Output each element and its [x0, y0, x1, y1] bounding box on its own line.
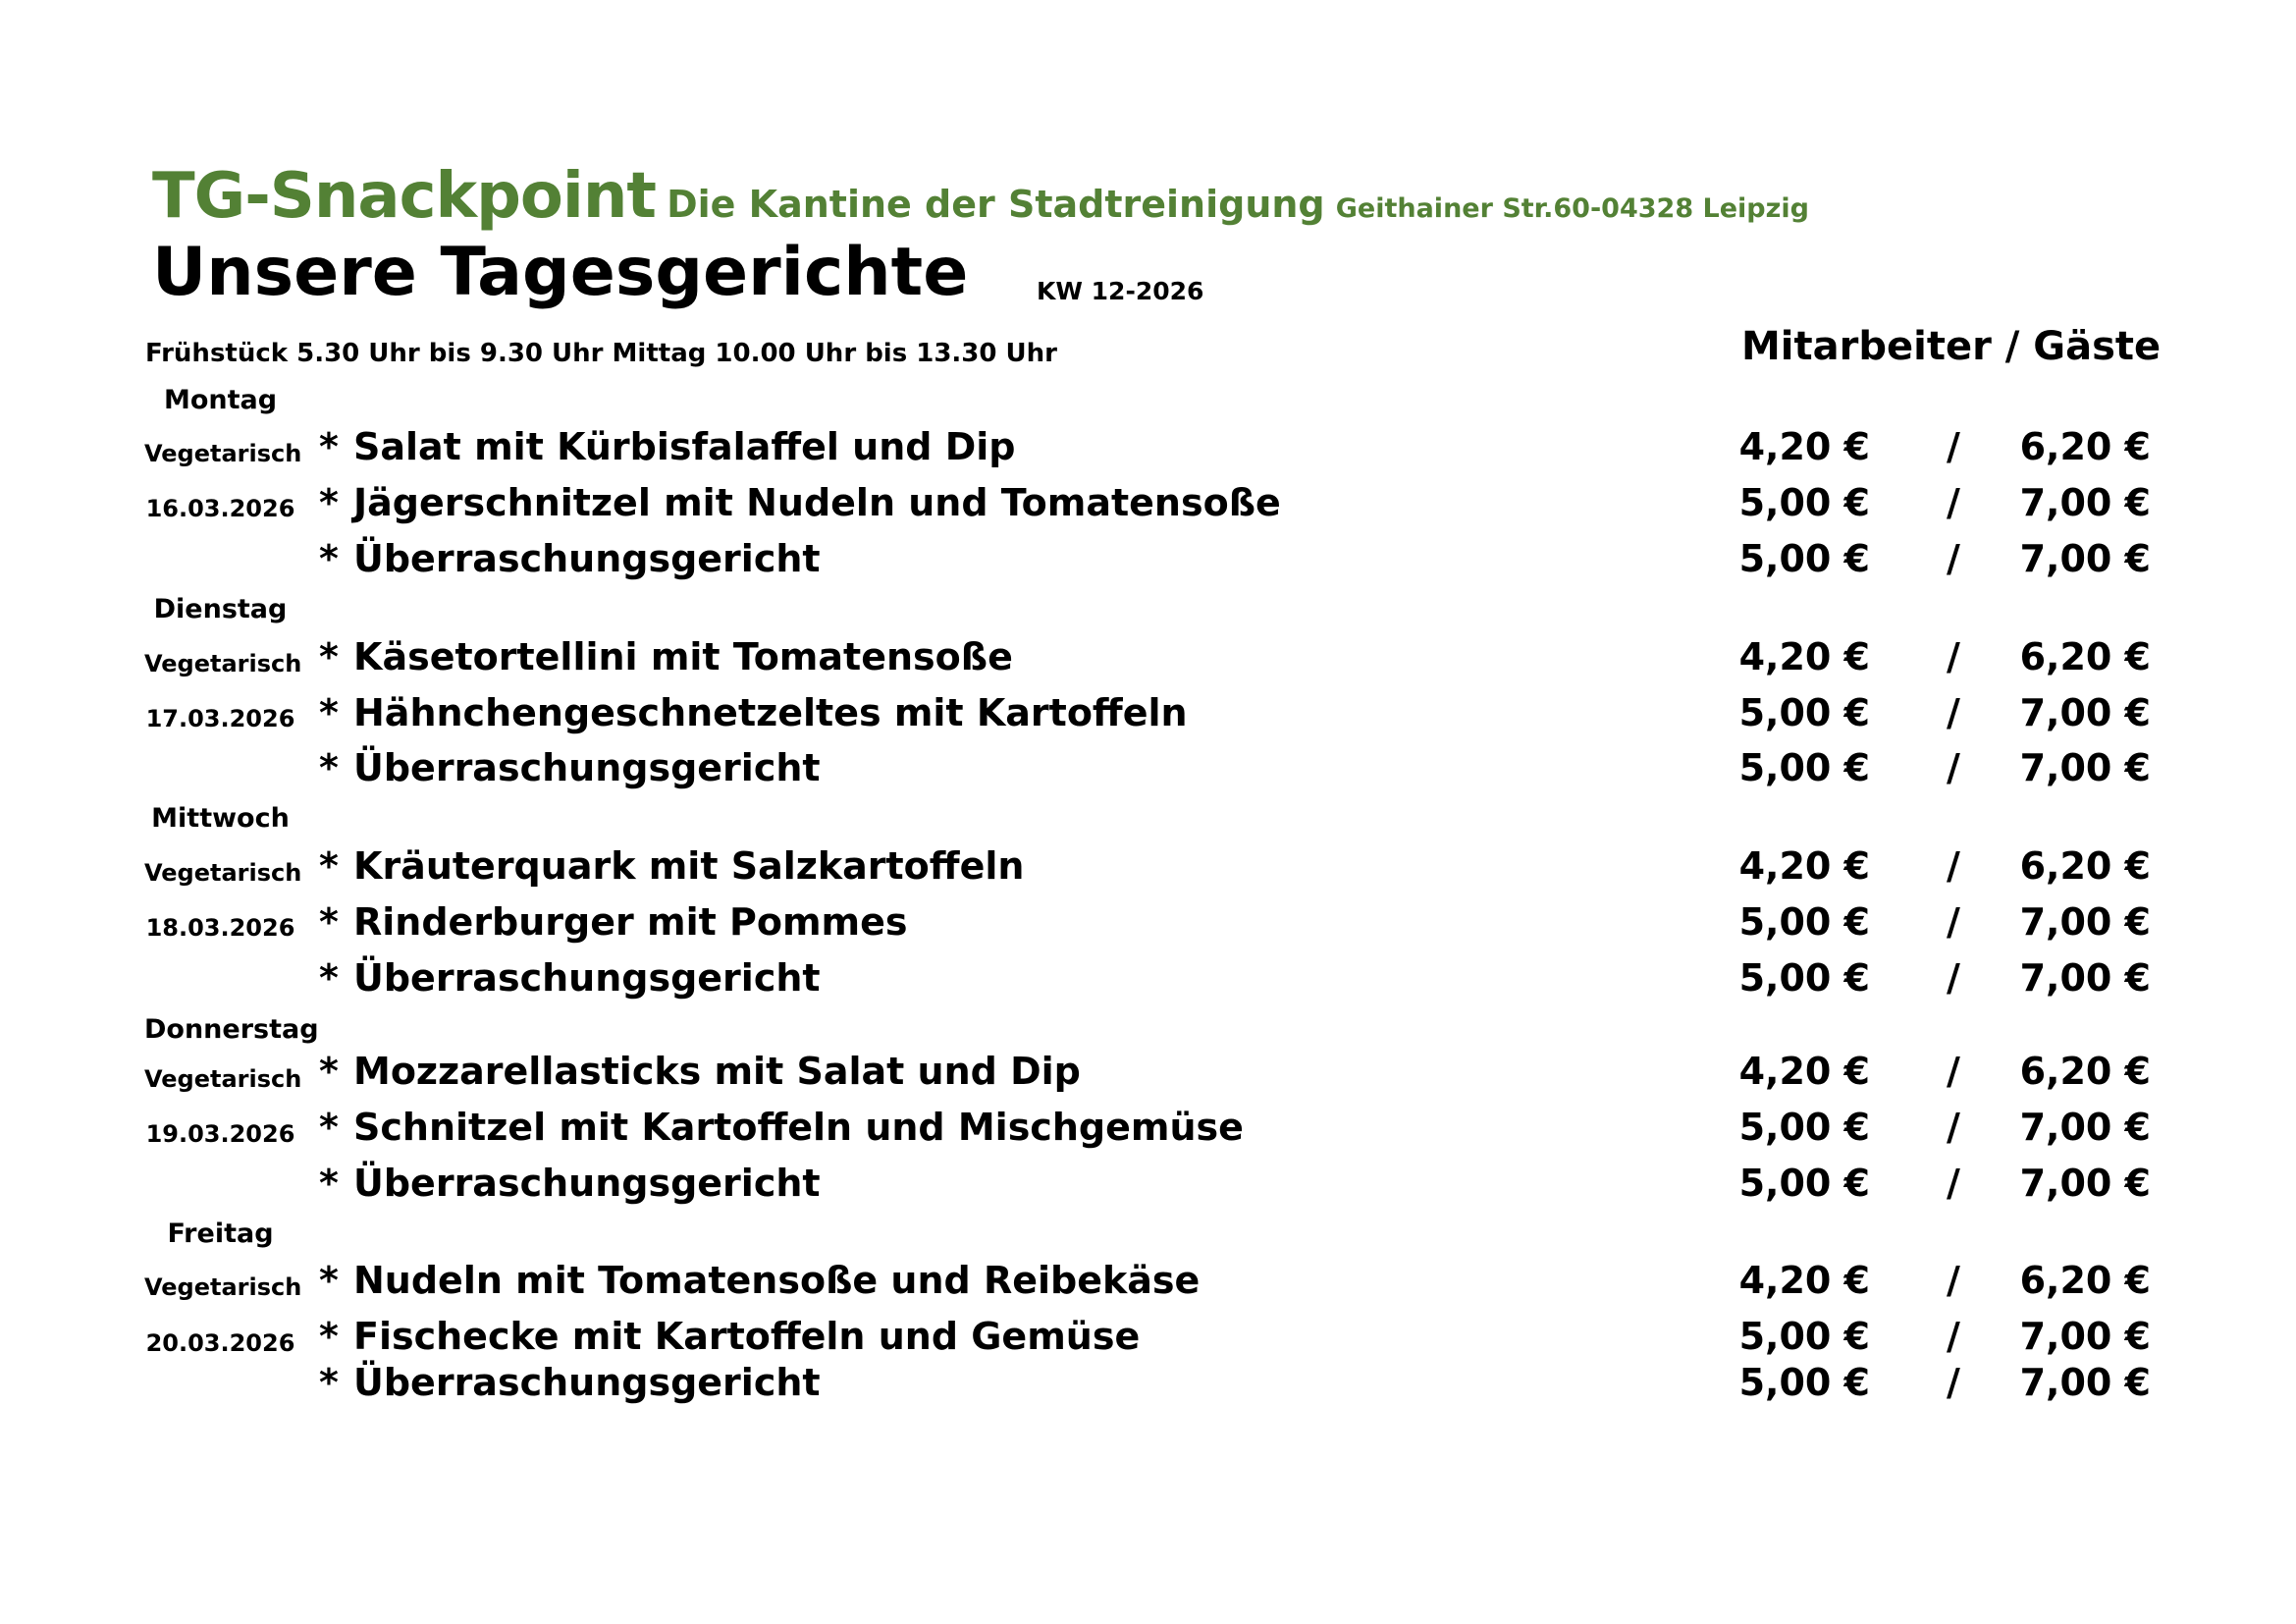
dish-row: * Überraschungsgericht	[319, 1162, 821, 1205]
dish-row: * Kräuterquark mit Salzkartoffeln	[319, 844, 1025, 888]
price-separator: /	[1947, 746, 1960, 789]
price-separator: /	[1947, 1315, 1960, 1358]
vegetarian-label: Vegetarisch	[144, 1065, 302, 1093]
day-name: Dienstag	[153, 594, 288, 624]
date-label: 18.03.2026	[145, 914, 295, 942]
dish-row: * Überraschungsgericht	[319, 1361, 821, 1404]
employee-price: 5,00 €	[1738, 1162, 1870, 1205]
employee-price: 4,20 €	[1738, 1050, 1870, 1093]
guest-price: 7,00 €	[2019, 1315, 2151, 1358]
day-name: Freitag	[167, 1218, 274, 1249]
brand-name: TG-Snackpoint	[152, 160, 656, 233]
price-separator: /	[1947, 481, 1960, 524]
employee-price: 5,00 €	[1738, 1106, 1870, 1149]
employee-price: 5,00 €	[1738, 691, 1870, 734]
guest-price: 7,00 €	[2019, 691, 2151, 734]
date-label: 19.03.2026	[145, 1120, 295, 1148]
guest-price: 7,00 €	[2019, 1106, 2151, 1149]
guest-price: 7,00 €	[2019, 1162, 2151, 1205]
dish-name: Kräuterquark mit Salzkartoffeln	[353, 844, 1025, 888]
price-separator: /	[1947, 1259, 1960, 1302]
price-separator: /	[1947, 1162, 1960, 1205]
day-name: Montag	[163, 385, 278, 415]
vegetarian-label: Vegetarisch	[144, 440, 302, 467]
dish-row: * Überraschungsgericht	[319, 537, 821, 580]
dish-name: Überraschungsgericht	[353, 1361, 821, 1404]
employee-price: 5,00 €	[1738, 746, 1870, 789]
dish-row: * Käsetortellini mit Tomatensoße	[319, 635, 1013, 678]
dish-row: * Überraschungsgericht	[319, 746, 821, 789]
vegetarian-label: Vegetarisch	[144, 1273, 302, 1301]
dish-row: * Mozzarellasticks mit Salat und Dip	[319, 1050, 1081, 1093]
dish-name: Überraschungsgericht	[353, 956, 821, 1000]
guest-price: 6,20 €	[2019, 425, 2151, 468]
date-label: 16.03.2026	[145, 495, 295, 522]
dish-name: Hähnchengeschnetzeltes mit Kartoffeln	[353, 691, 1188, 734]
dish-row: * Jägerschnitzel mit Nudeln und Tomatensoße	[319, 481, 1281, 524]
vegetarian-label: Vegetarisch	[144, 859, 302, 887]
date-label: 20.03.2026	[145, 1329, 295, 1357]
dish-row: * Überraschungsgericht	[319, 956, 821, 1000]
date-label: 17.03.2026	[145, 705, 295, 732]
dish-row: * Fischecke mit Kartoffeln und Gemüse	[319, 1315, 1141, 1358]
brand-subtitle: Die Kantine der Stadtreinigung	[667, 183, 1325, 226]
guest-price: 7,00 €	[2019, 956, 2151, 1000]
dish-row: * Salat mit Kürbisfalaffel und Dip	[319, 425, 1016, 468]
dish-name: Überraschungsgericht	[353, 537, 821, 580]
vegetarian-label: Vegetarisch	[144, 650, 302, 677]
employee-price: 5,00 €	[1738, 1361, 1870, 1404]
guest-price: 6,20 €	[2019, 1050, 2151, 1093]
guest-price: 7,00 €	[2019, 900, 2151, 944]
employee-price: 5,00 €	[1738, 900, 1870, 944]
employee-price: 4,20 €	[1738, 1259, 1870, 1302]
guest-price: 6,20 €	[2019, 844, 2151, 888]
dish-name: Überraschungsgericht	[353, 746, 821, 789]
price-separator: /	[1947, 691, 1960, 734]
dish-name: Käsetortellini mit Tomatensoße	[353, 635, 1013, 678]
employee-price: 5,00 €	[1738, 956, 1870, 1000]
employee-price: 5,00 €	[1738, 537, 1870, 580]
dish-name: Mozzarellasticks mit Salat und Dip	[353, 1050, 1081, 1093]
price-separator: /	[1947, 635, 1960, 678]
price-separator: /	[1947, 1106, 1960, 1149]
opening-hours: Frühstück 5.30 Uhr bis 9.30 Uhr Mittag 10.00 Uhr bis 13.30 Uhr	[145, 339, 1057, 368]
dish-name: Jägerschnitzel mit Nudeln und Tomatensoße	[353, 481, 1281, 524]
guest-price: 6,20 €	[2019, 1259, 2151, 1302]
dish-name: Schnitzel mit Kartoffeln und Mischgemüse	[353, 1106, 1244, 1149]
price-separator: /	[1947, 1361, 1960, 1404]
price-separator: /	[1947, 956, 1960, 1000]
dish-row: * Schnitzel mit Kartoffeln und Mischgemüse	[319, 1106, 1244, 1149]
dish-name: Überraschungsgericht	[353, 1162, 821, 1205]
dish-name: Salat mit Kürbisfalaffel und Dip	[353, 425, 1016, 468]
day-name: Mittwoch	[151, 803, 290, 834]
week-label: KW 12-2026	[1037, 277, 1204, 305]
dish-name: Nudeln mit Tomatensoße und Reibekäse	[353, 1259, 1201, 1302]
price-separator: /	[1947, 1050, 1960, 1093]
price-column-header: Mitarbeiter / Gäste	[1741, 324, 2162, 369]
employee-price: 4,20 €	[1738, 844, 1870, 888]
employee-price: 5,00 €	[1738, 481, 1870, 524]
price-separator: /	[1947, 537, 1960, 580]
guest-price: 7,00 €	[2019, 1361, 2151, 1404]
dish-name: Rinderburger mit Pommes	[353, 900, 908, 944]
guest-price: 7,00 €	[2019, 537, 2151, 580]
guest-price: 6,20 €	[2019, 635, 2151, 678]
dish-row: * Hähnchengeschnetzeltes mit Kartoffeln	[319, 691, 1188, 734]
price-separator: /	[1947, 844, 1960, 888]
employee-price: 4,20 €	[1738, 635, 1870, 678]
employee-price: 5,00 €	[1738, 1315, 1870, 1358]
brand-address: Geithainer Str.60-04328 Leipzig	[1335, 193, 1809, 224]
header-brand-line	[152, 160, 1809, 233]
price-separator: /	[1947, 900, 1960, 944]
dish-name: Fischecke mit Kartoffeln und Gemüse	[353, 1315, 1141, 1358]
day-name: Donnerstag	[144, 1014, 319, 1045]
employee-price: 4,20 €	[1738, 425, 1870, 468]
price-separator: /	[1947, 425, 1960, 468]
dish-row: * Nudeln mit Tomatensoße und Reibekäse	[319, 1259, 1201, 1302]
page-title: Unsere Tagesgerichte	[152, 234, 969, 311]
guest-price: 7,00 €	[2019, 481, 2151, 524]
dish-row: * Rinderburger mit Pommes	[319, 900, 908, 944]
guest-price: 7,00 €	[2019, 746, 2151, 789]
